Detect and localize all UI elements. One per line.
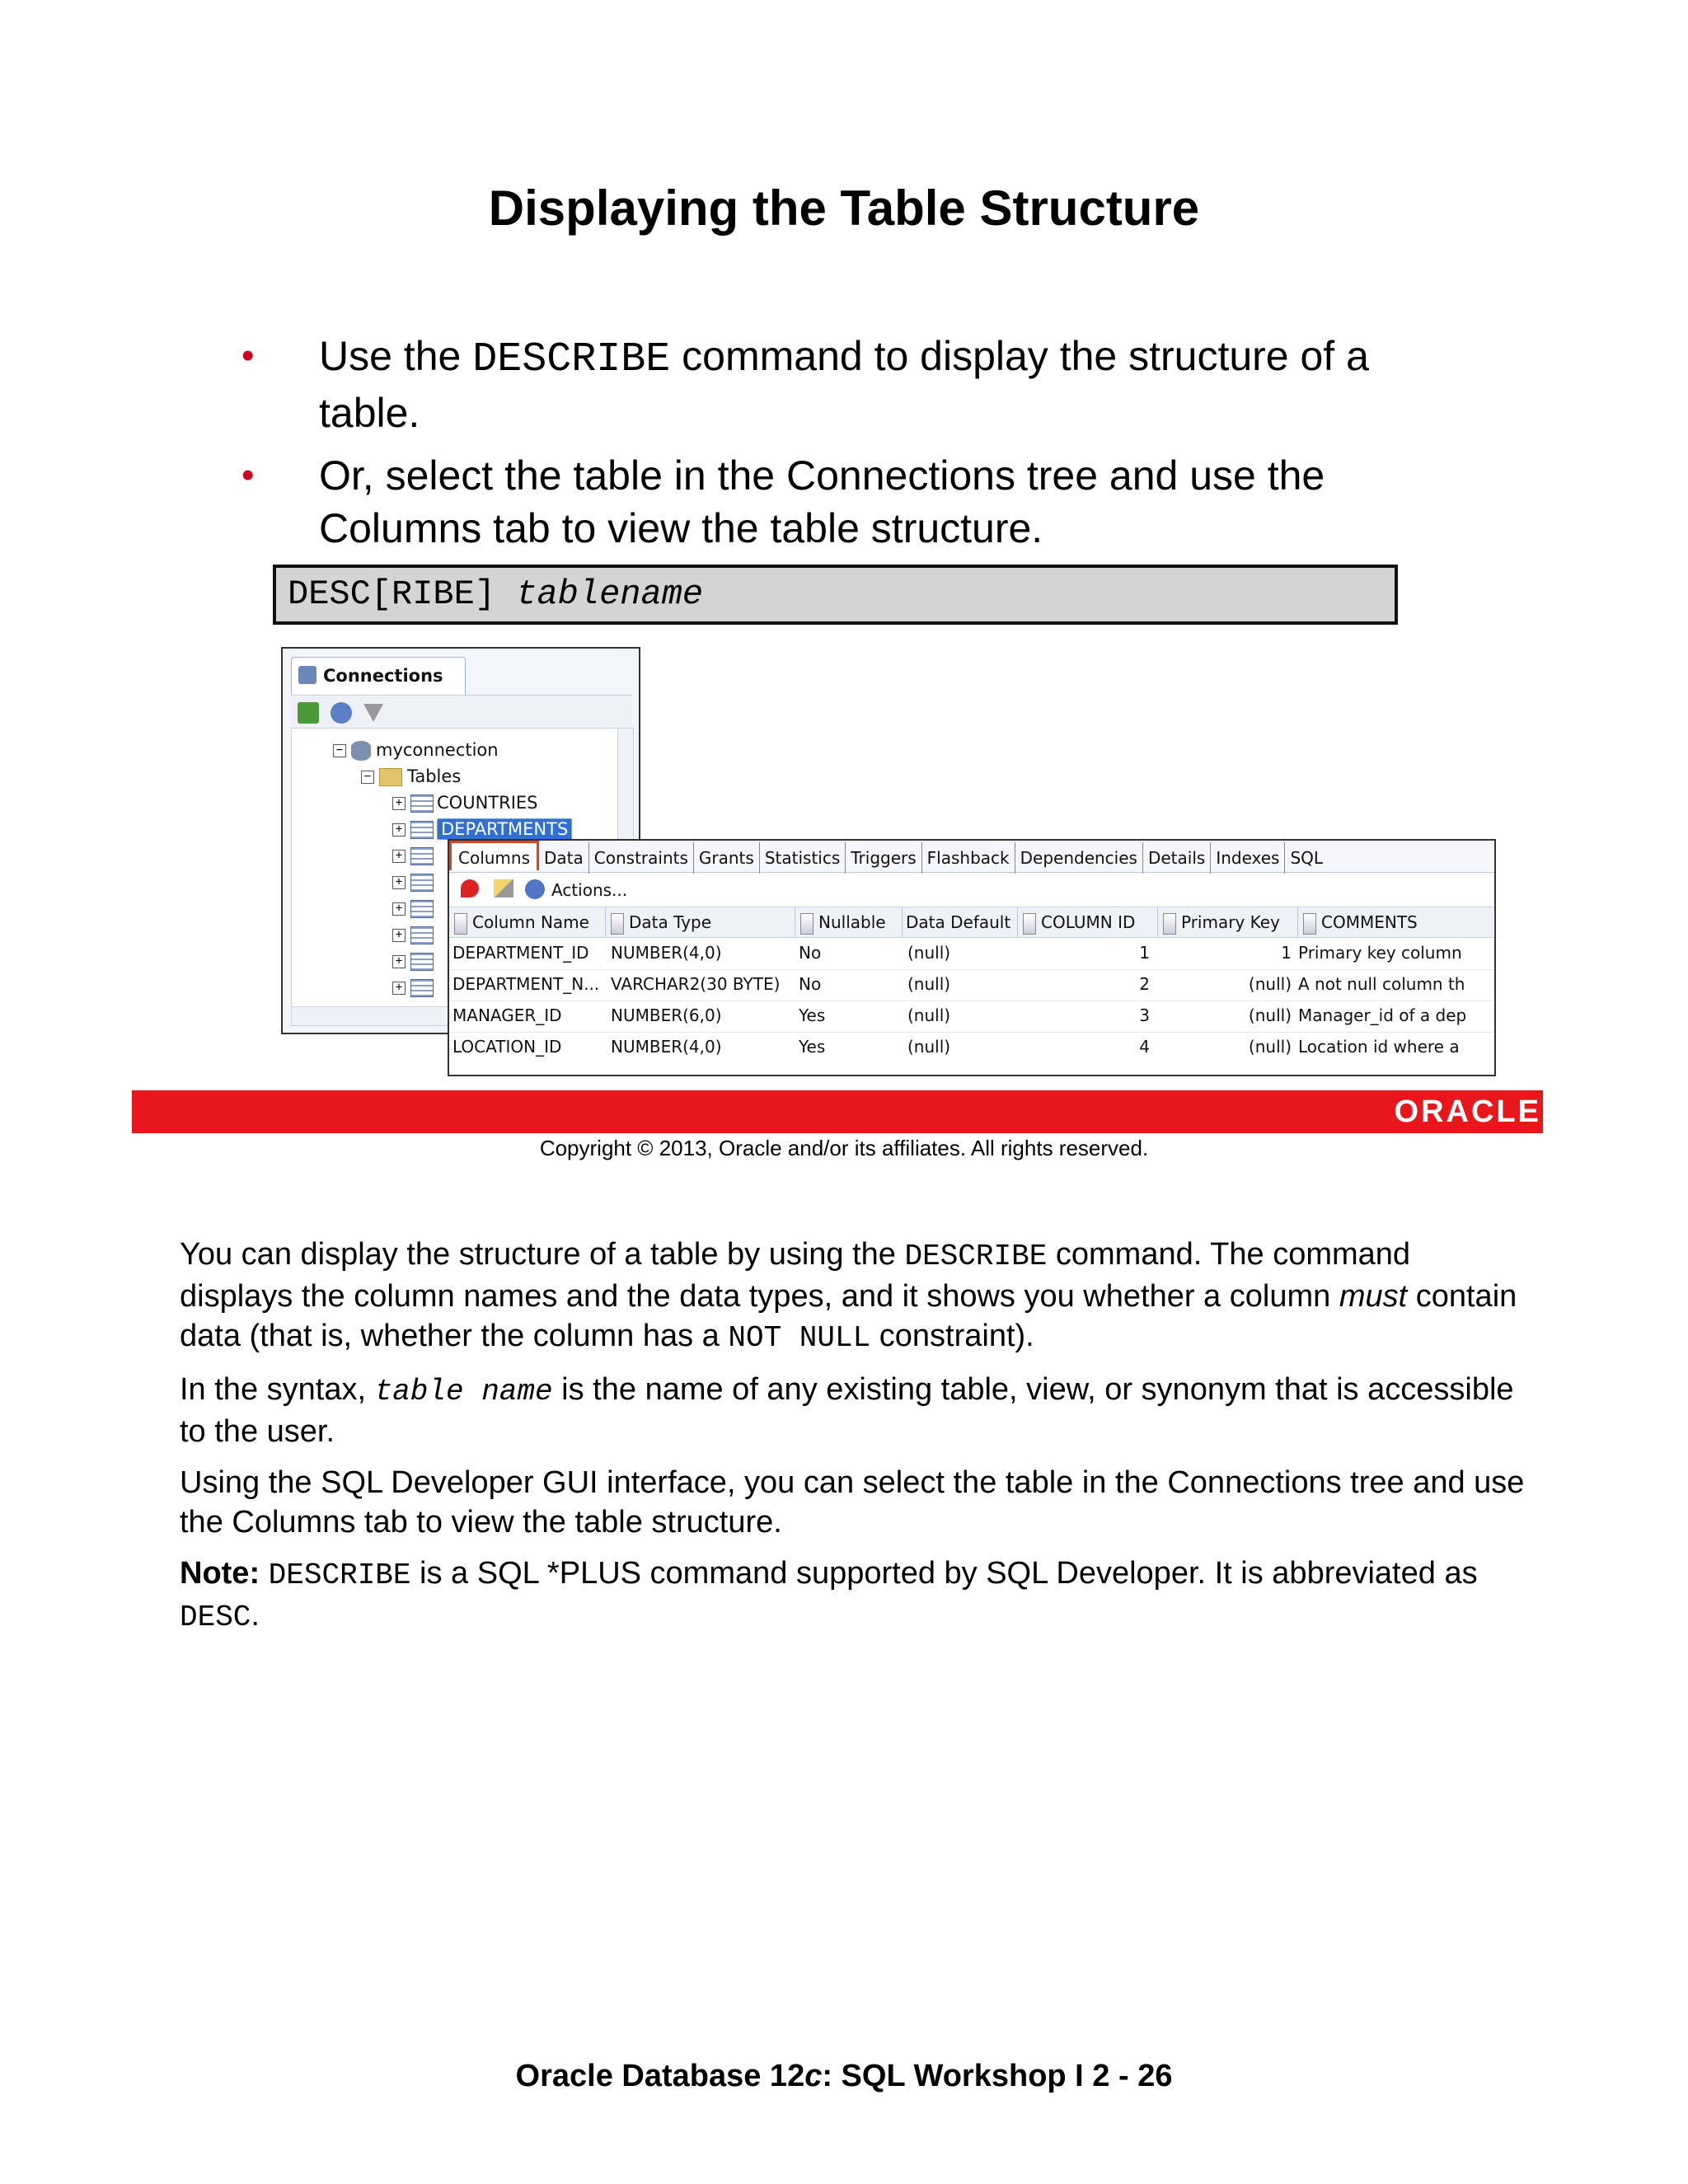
refresh-icon[interactable] xyxy=(331,702,352,724)
cell-comments: A not null column th xyxy=(1298,974,1465,994)
footer-italic: c xyxy=(804,2059,823,2093)
cell-nullable: Yes xyxy=(799,1005,826,1025)
column-header-label: COLUMN ID xyxy=(1041,912,1136,932)
notes-paragraph xyxy=(180,1235,1531,1358)
cell-data-type: NUMBER(6,0) xyxy=(611,1005,722,1025)
refresh-icon[interactable] xyxy=(525,879,545,899)
folder-icon xyxy=(379,768,402,786)
tree-node-table[interactable] xyxy=(392,895,437,921)
columns-grid-header xyxy=(449,907,1494,938)
tree-node-label: Tables xyxy=(407,766,462,786)
column-header-label: Column Name xyxy=(472,912,589,932)
table-icon xyxy=(410,900,434,918)
tree-node-label: myconnection xyxy=(376,740,499,760)
column-header-label: Data Type xyxy=(629,912,712,932)
oracle-logo: ORACLE xyxy=(1394,1094,1541,1129)
column-header[interactable] xyxy=(1018,907,1158,937)
expand-icon[interactable]: + xyxy=(392,797,406,810)
cell-primary-key: (null) xyxy=(1248,974,1292,994)
tab-sql[interactable]: SQL xyxy=(1290,848,1324,868)
bullet-dot-icon: • xyxy=(241,455,255,495)
sort-icon xyxy=(800,913,814,935)
tab-data[interactable]: Data xyxy=(539,842,589,874)
tree-node-table[interactable] xyxy=(392,921,437,948)
footer-text: : SQL Workshop I 2 - 26 xyxy=(822,2059,1173,2093)
column-header[interactable] xyxy=(449,907,606,937)
table-row[interactable] xyxy=(449,1032,1494,1063)
table-icon xyxy=(410,979,434,997)
notes-paragraph xyxy=(180,1554,1531,1638)
column-header[interactable] xyxy=(606,907,795,937)
tab-columns[interactable]: Columns xyxy=(449,841,539,870)
filter-icon[interactable] xyxy=(363,704,383,722)
page-title: Displaying the Table Structure xyxy=(488,180,1200,236)
object-tab-bar xyxy=(449,841,1494,873)
expand-icon[interactable]: + xyxy=(392,982,406,995)
bullet-text: command to display the structure of a table. xyxy=(319,333,1369,436)
edit-icon[interactable] xyxy=(494,879,513,898)
sort-icon xyxy=(611,913,624,935)
column-header[interactable] xyxy=(1298,907,1494,937)
tab-dependencies[interactable]: Dependencies xyxy=(1015,842,1143,874)
tab-grants[interactable]: Grants xyxy=(694,842,760,874)
note-label: Note: xyxy=(180,1556,260,1591)
tree-node-table[interactable] xyxy=(392,974,437,1001)
sort-icon xyxy=(1163,913,1176,935)
connections-toolbar xyxy=(291,695,632,729)
notes-paragraph: Using the SQL Developer GUI interface, you can select the table in the Connections tree and use the Columns tab to view the table structure. xyxy=(180,1465,1525,1540)
page-footer xyxy=(0,2059,1688,2094)
syntax-keyword: DESC[RIBE] xyxy=(288,574,496,614)
cell-nullable: Yes xyxy=(799,1037,826,1057)
cell-column-name: DEPARTMENT_N... xyxy=(452,974,600,994)
cell-data-default: (null) xyxy=(907,974,951,994)
note-text: command. The command displays the column names and the data types, and it shows you whether a column xyxy=(180,1237,1411,1314)
tree-node-table[interactable] xyxy=(392,948,437,974)
column-header[interactable] xyxy=(903,907,1018,937)
cell-comments: Location id where a xyxy=(1298,1037,1460,1057)
bullet-text: Or, select the table in the Connections tree and use the Columns tab to view the table structure. xyxy=(319,452,1325,551)
cell-primary-key: (null) xyxy=(1248,1005,1292,1025)
cell-column-id: 4 xyxy=(1139,1037,1150,1057)
table-row[interactable] xyxy=(449,1001,1494,1033)
expand-icon[interactable]: + xyxy=(392,850,406,863)
bullet-dot-icon: • xyxy=(241,335,255,376)
tree-node-connection[interactable] xyxy=(333,737,499,763)
column-header[interactable] xyxy=(795,907,903,937)
notes-paragraph xyxy=(180,1370,1531,1451)
note-text: You can display the structure of a table by using the xyxy=(180,1237,905,1272)
syntax-argument: tablename xyxy=(516,574,704,614)
cell-column-id: 1 xyxy=(1139,943,1150,963)
syntax-box xyxy=(273,565,1398,625)
bullet-code: DESCRIBE xyxy=(472,336,671,383)
sort-icon xyxy=(1023,913,1036,935)
cell-comments: Manager_id of a dep xyxy=(1298,1005,1467,1025)
expand-icon[interactable]: + xyxy=(392,823,406,837)
tab-triggers[interactable]: Triggers xyxy=(846,842,921,874)
sort-icon xyxy=(454,913,467,935)
tree-node-table[interactable] xyxy=(392,790,537,816)
pin-icon[interactable] xyxy=(461,879,479,898)
collapse-icon[interactable]: − xyxy=(361,771,374,784)
cell-column-name: DEPARTMENT_ID xyxy=(452,943,589,963)
column-header-label: Nullable xyxy=(818,912,886,932)
column-header-label: Primary Key xyxy=(1181,912,1280,932)
columns-action-bar xyxy=(449,874,1494,907)
cell-comments: Primary key column xyxy=(1298,943,1462,963)
tab-details[interactable]: Details xyxy=(1143,842,1211,874)
collapse-icon[interactable]: − xyxy=(333,744,346,757)
note-text: In the syntax, xyxy=(180,1372,375,1407)
tree-node-label: DEPARTMENTS xyxy=(437,818,572,840)
cell-data-type: NUMBER(4,0) xyxy=(611,1037,722,1057)
cell-nullable: No xyxy=(799,974,822,994)
cell-column-name: LOCATION_ID xyxy=(452,1037,562,1057)
note-text: is a SQL *PLUS command supported by SQL Developer. It is abbreviated as xyxy=(410,1556,1478,1591)
table-icon xyxy=(410,821,434,839)
cell-column-id: 3 xyxy=(1139,1005,1150,1025)
footer-text: Oracle Database 12 xyxy=(515,2059,805,2093)
note-text: constraint). xyxy=(870,1319,1034,1353)
cell-data-default: (null) xyxy=(907,943,951,963)
column-header-label: Data Default xyxy=(906,912,1011,932)
note-emphasis: must xyxy=(1339,1279,1408,1314)
cell-primary-key: (null) xyxy=(1248,1037,1292,1057)
connections-tab-label: Connections xyxy=(323,666,443,686)
table-icon xyxy=(410,926,434,944)
table-icon xyxy=(410,794,434,813)
note-code: table name xyxy=(374,1375,553,1408)
table-row[interactable] xyxy=(449,938,1494,970)
cell-data-default: (null) xyxy=(907,1005,951,1025)
tree-node-table[interactable] xyxy=(392,869,437,895)
cell-column-name: MANAGER_ID xyxy=(452,1005,562,1025)
note-text: is the name of any existing table, view, or synonym that is accessible to the user. xyxy=(180,1372,1514,1449)
table-icon xyxy=(410,847,434,865)
tab-statistics[interactable]: Statistics xyxy=(760,842,846,874)
actions-menu[interactable]: Actions... xyxy=(551,880,628,900)
brand-banner xyxy=(132,1090,1543,1133)
sort-icon xyxy=(1303,913,1316,935)
tree-node-tables[interactable] xyxy=(361,763,461,790)
bullet-text: Use the xyxy=(319,333,473,379)
bullet-list xyxy=(235,330,1438,565)
cell-primary-key: 1 xyxy=(1281,943,1292,963)
expand-icon[interactable]: + xyxy=(392,902,406,916)
database-icon xyxy=(351,741,371,761)
column-header[interactable] xyxy=(1158,907,1298,937)
tab-constraints[interactable]: Constraints xyxy=(589,842,694,874)
cell-data-default: (null) xyxy=(907,1037,951,1057)
table-icon xyxy=(410,874,434,892)
bullet-item xyxy=(235,449,1438,555)
table-row[interactable] xyxy=(449,969,1494,1001)
columns-panel xyxy=(448,839,1496,1076)
copyright: Copyright © 2013, Oracle and/or its affiliates. All rights reserved. xyxy=(539,1136,1149,1160)
expand-icon[interactable]: + xyxy=(392,876,406,889)
note-text: contain data (that is, whether the column has a xyxy=(180,1279,1517,1353)
bullet-item xyxy=(235,330,1438,439)
tree-node-label: COUNTRIES xyxy=(437,793,538,813)
connections-tab[interactable] xyxy=(291,657,466,695)
note-code: DESCRIBE xyxy=(904,1240,1048,1273)
tree-node-table[interactable] xyxy=(392,842,437,869)
note-code: DESCRIBE xyxy=(268,1558,411,1592)
tab-indexes[interactable]: Indexes xyxy=(1211,842,1285,874)
cell-nullable: No xyxy=(799,943,822,963)
cell-column-id: 2 xyxy=(1139,974,1150,994)
expand-icon[interactable]: + xyxy=(392,955,406,968)
note-code: NOT NULL xyxy=(728,1321,871,1355)
new-connection-icon[interactable] xyxy=(298,702,319,724)
connections-icon xyxy=(298,666,316,684)
note-text: . xyxy=(251,1598,260,1633)
cell-data-type: VARCHAR2(30 BYTE) xyxy=(611,974,781,994)
cell-data-type: NUMBER(4,0) xyxy=(611,943,722,963)
note-code: DESC xyxy=(180,1601,251,1634)
notes-section xyxy=(180,1235,1531,1649)
table-icon xyxy=(410,953,434,971)
tab-flashback[interactable]: Flashback xyxy=(922,842,1015,874)
expand-icon[interactable]: + xyxy=(392,929,406,942)
column-header-label: COMMENTS xyxy=(1321,912,1418,932)
